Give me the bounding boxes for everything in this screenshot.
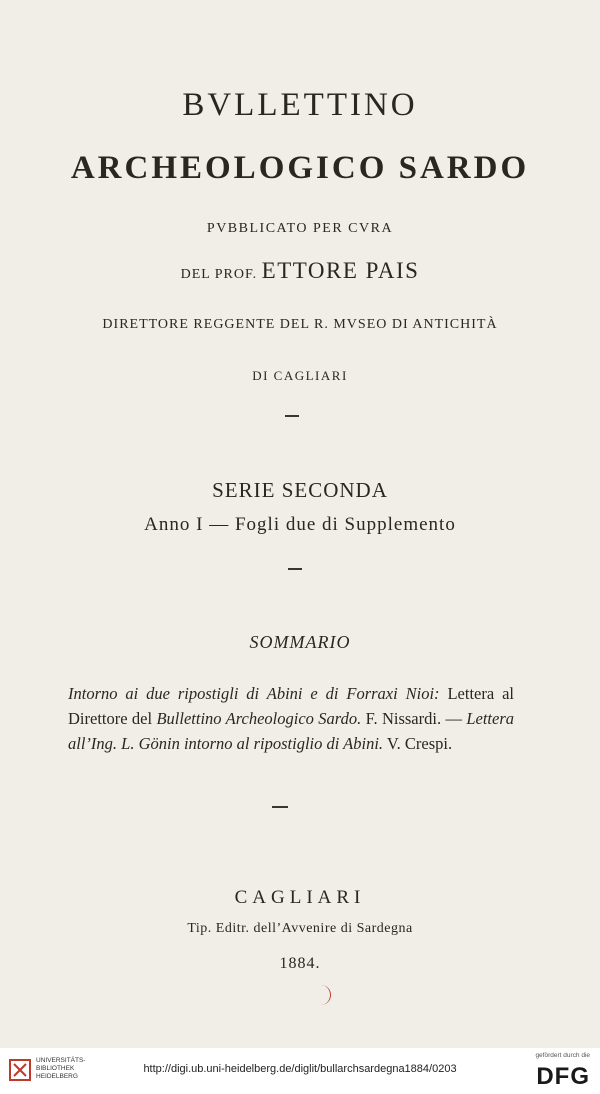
ub-name-line: UNIVERSITÄTS- bbox=[36, 1057, 86, 1064]
dfg-logo[interactable]: DFG bbox=[536, 1063, 590, 1090]
ub-name-line: HEIDELBERG bbox=[36, 1073, 78, 1080]
editor-name: ETTORE PAIS bbox=[261, 258, 420, 283]
publisher-line: PVBBLICATO PER CVRA bbox=[206, 221, 394, 236]
editor-line bbox=[0, 258, 600, 284]
ub-name-line: BIBLIOTHEK bbox=[36, 1065, 75, 1072]
museum-city: DI CAGLIARI bbox=[252, 368, 348, 383]
separator-dash bbox=[272, 806, 288, 808]
imprint-city: CAGLIARI bbox=[234, 887, 366, 908]
summary-author-1: F. Nissardi. — bbox=[365, 709, 462, 728]
footer-bar bbox=[0, 1048, 600, 1094]
title-line-1: BVLLETTINO bbox=[182, 87, 418, 123]
title-line-2: ARCHEOLOGICO SARDO bbox=[70, 150, 530, 186]
separator-dash bbox=[285, 415, 299, 417]
series-title: SERIE SECONDA bbox=[212, 478, 388, 502]
summary-title-2: Lettera all’Ing. L. Gönin intorno al ripostiglio di Abini. bbox=[68, 709, 514, 753]
imprint-printer: Tip. Editr. dell’Avvenire di Sardegna bbox=[187, 921, 413, 936]
summary-body bbox=[68, 681, 514, 756]
issue-line: Anno I — Fogli due di Supplemento bbox=[144, 514, 456, 535]
editor-role: DIRETTORE REGGENTE DEL R. MVSEO DI ANTICHITÀ bbox=[102, 317, 498, 332]
summary-heading: SOMMARIO bbox=[249, 632, 351, 652]
permalink[interactable]: http://digi.ub.uni-heidelberg.de/diglit/bullarchsardegna1884/0203 bbox=[143, 1063, 457, 1075]
separator-dash bbox=[288, 568, 302, 570]
pencil-mark bbox=[320, 985, 331, 1005]
editor-prefix: DEL PROF. bbox=[180, 267, 258, 282]
summary-title-1: Intorno ai due ripostigli di Abini e di Forraxi Nioi: bbox=[68, 684, 440, 703]
imprint-year: 1884. bbox=[279, 955, 321, 972]
summary-author-2: V. Crespi. bbox=[386, 734, 453, 753]
summary-text-1: Lettera al Direttore del bbox=[68, 684, 514, 728]
funding-caption: gefördert durch die bbox=[535, 1052, 590, 1059]
summary-journal: Bullettino Archeologico Sardo. bbox=[156, 709, 362, 728]
